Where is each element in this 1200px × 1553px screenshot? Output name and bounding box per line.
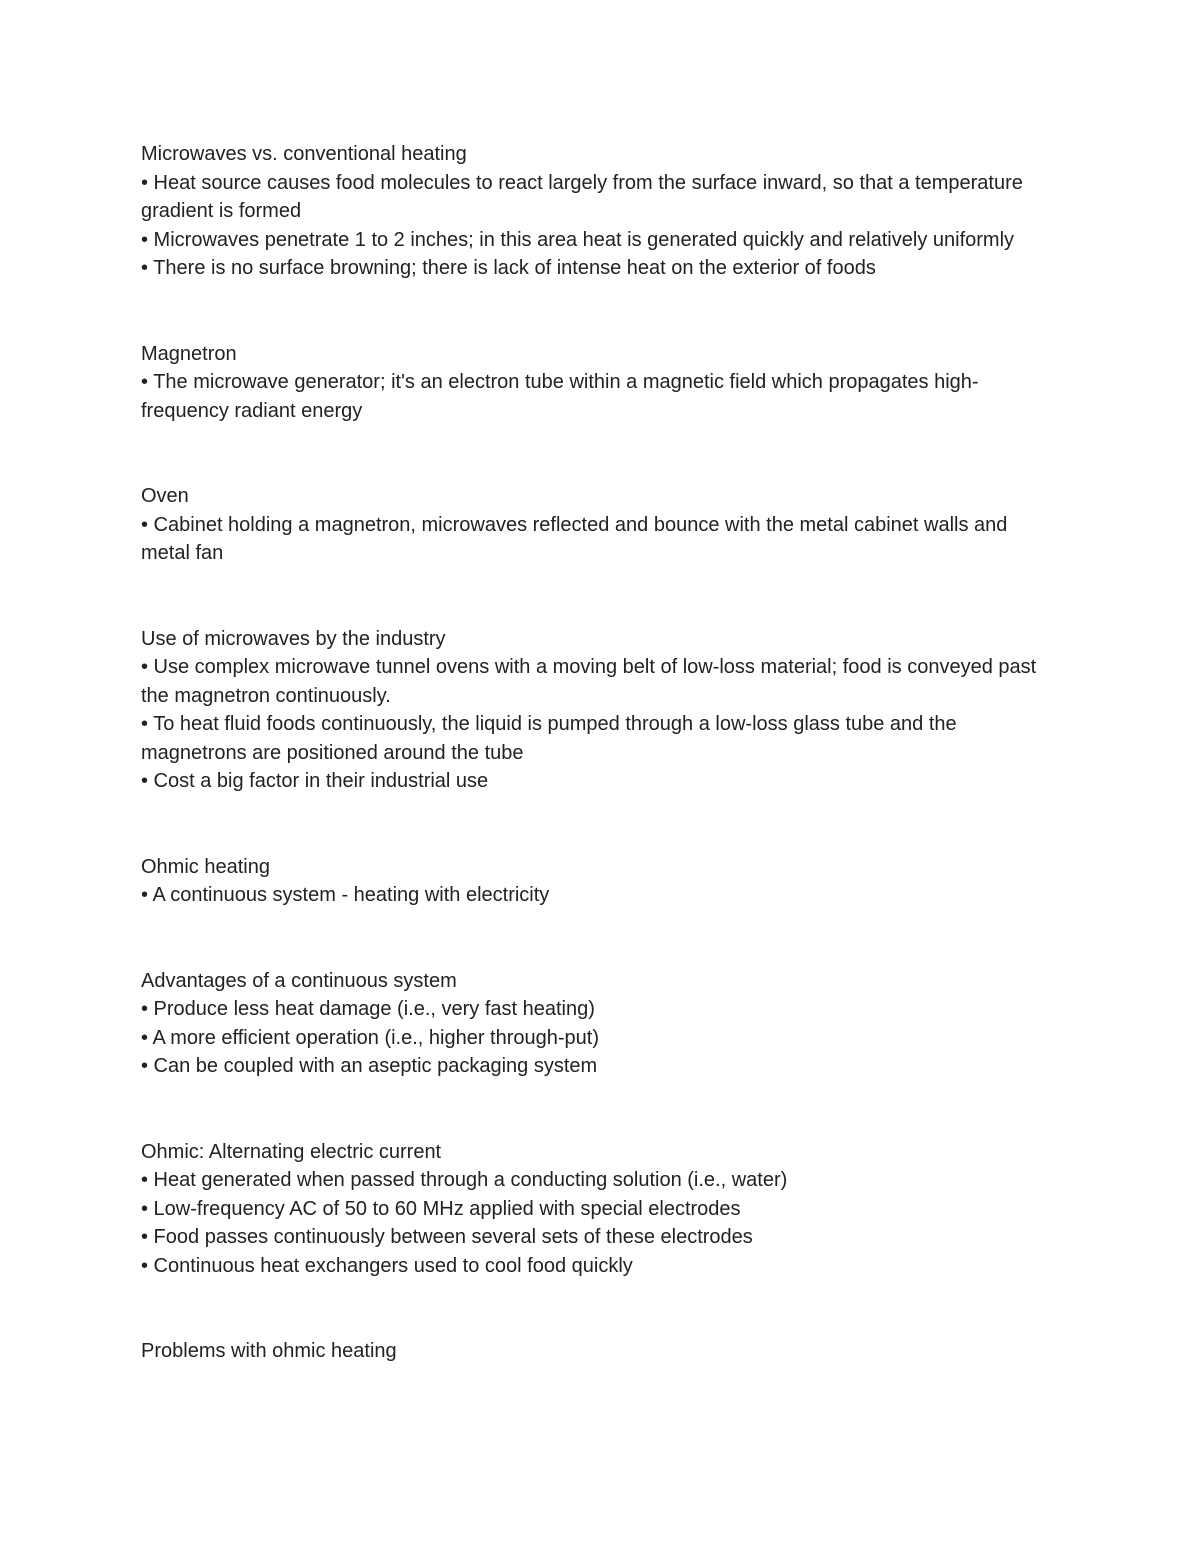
bullet-item: • Cost a big factor in their industrial use bbox=[141, 770, 489, 792]
section-heading: Problems with ohmic heating bbox=[141, 1340, 397, 1362]
bullet-item: • Continuous heat exchangers used to cool food quickly bbox=[141, 1254, 633, 1277]
section-heading: Oven bbox=[141, 485, 189, 507]
bullet-item: • To heat fluid foods continuously, the liquid is pumped through a low-loss glass tube and the magnetrons are positioned around the tube bbox=[141, 713, 957, 764]
bullet-item: • A more efficient operation (i.e., higher through-put) bbox=[141, 1026, 600, 1049]
section-heading: Ohmic heating bbox=[141, 855, 270, 878]
section-magnetron bbox=[141, 340, 1051, 426]
bullet-item: • The microwave generator; it's an electron tube within a magnetic field which propagates high-frequency radiant energy bbox=[141, 371, 979, 422]
bullet-item: • Heat generated when passed through a conducting solution (i.e., water) bbox=[141, 1169, 788, 1191]
bullet-item: • Heat source causes food molecules to react largely from the surface inward, so that a temperature gradient is formed bbox=[141, 171, 1023, 222]
bullet-item: • Cabinet holding a magnetron, microwaves reflected and bounce with the metal cabinet walls and metal fan bbox=[141, 513, 1008, 564]
section-heading: Microwaves vs. conventional heating bbox=[141, 143, 467, 165]
document-page bbox=[141, 140, 1051, 1423]
bullet-item: • Food passes continuously between several sets of these electrodes bbox=[141, 1226, 753, 1248]
section-heading: Ohmic: Alternating electric current bbox=[141, 1140, 442, 1163]
bullet-item: • A continuous system - heating with electricity bbox=[141, 884, 550, 906]
section-microwaves-vs-conventional bbox=[141, 140, 1051, 283]
bullet-item: • There is no surface browning; there is lack of intense heat on the exterior of foods bbox=[141, 257, 876, 279]
bullet-item: • Microwaves penetrate 1 to 2 inches; in this area heat is generated quickly and relatively uniformly bbox=[141, 228, 1015, 251]
section-heading: Use of microwaves by the industry bbox=[141, 627, 446, 650]
section-oven bbox=[141, 482, 1051, 568]
section-heading: Advantages of a continuous system bbox=[141, 969, 457, 992]
bullet-item: • Can be coupled with an aseptic packaging system bbox=[141, 1055, 598, 1077]
section-heading: Magnetron bbox=[141, 342, 237, 365]
section-continuous-advantages bbox=[141, 967, 1051, 1081]
bullet-item: • Low-frequency AC of 50 to 60 MHz applied with special electrodes bbox=[141, 1197, 741, 1220]
section-ohmic-ac bbox=[141, 1138, 1051, 1281]
section-industry-use bbox=[141, 625, 1051, 796]
section-ohmic-problems bbox=[141, 1337, 1051, 1366]
bullet-item: • Produce less heat damage (i.e., very fast heating) bbox=[141, 998, 595, 1020]
section-ohmic-heating bbox=[141, 853, 1051, 910]
bullet-item: • Use complex microwave tunnel ovens with a moving belt of low-loss material; food is conveyed past the magnetron continuously. bbox=[141, 656, 1037, 707]
